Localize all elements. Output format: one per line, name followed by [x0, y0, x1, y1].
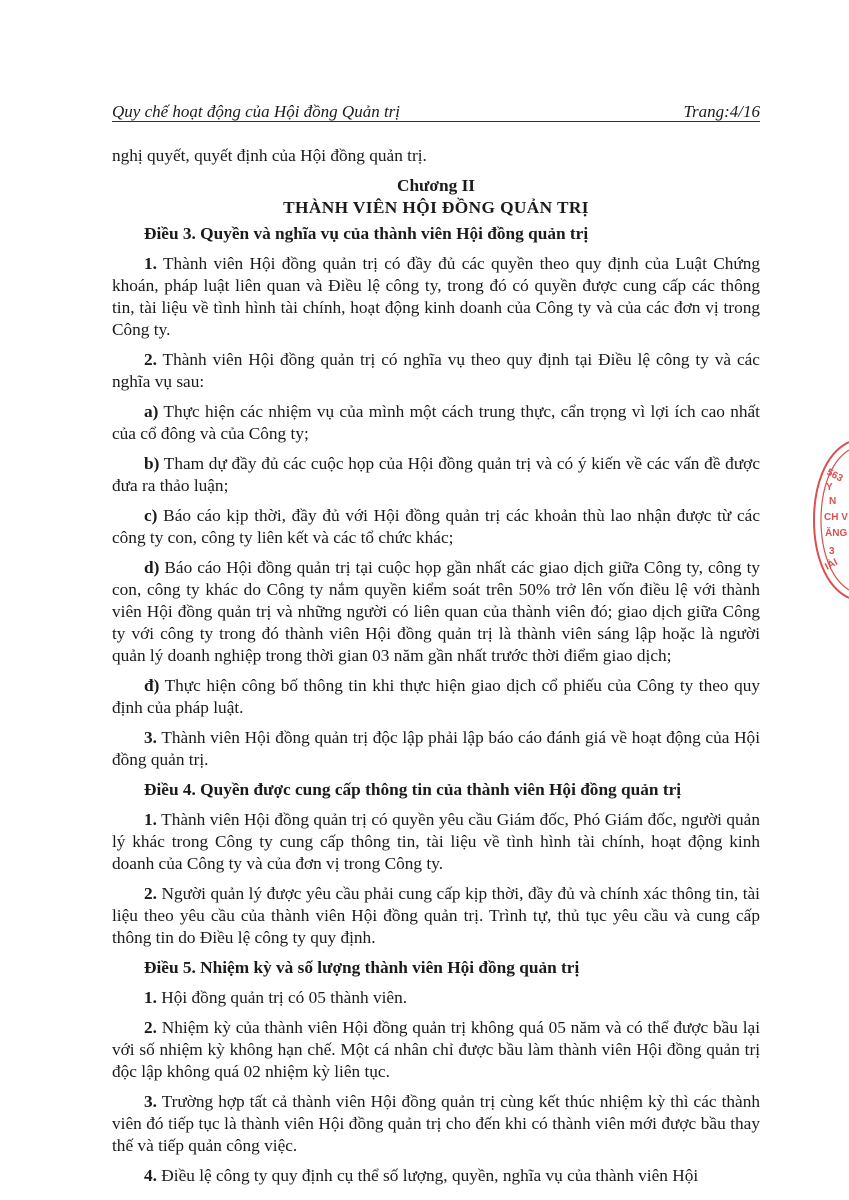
chapter-title: THÀNH VIÊN HỘI ĐỒNG QUẢN TRỊ [283, 198, 589, 217]
article-5-clause-3 [112, 1091, 760, 1157]
article-3-clause-3 [112, 727, 760, 771]
item-label: đ) [144, 676, 160, 695]
clause-number: 2. [144, 1018, 157, 1037]
seal-text-4: CH V [824, 512, 848, 523]
item-label: c) [144, 506, 158, 525]
clause-number: 3. [144, 1092, 157, 1111]
article-3-title: Điều 3. Quyền và nghĩa vụ của thành viên Hội đồng quản trị [144, 224, 589, 243]
clause-text: Thành viên Hội đồng quản trị có đầy đủ các quyền theo quy định của Luật Chứng khoán, pháp luật liên quan và Điều lệ công ty, trong đó có quyền được cung cấp các thông tin, tài liệu về tình hình tài chính, hoạt động kinh doanh của Công ty và của các đơn vị trong Công ty. [112, 254, 761, 339]
clause-number: 2. [144, 350, 157, 369]
header-rule [112, 121, 760, 122]
clause-text: Điều lệ công ty quy định cụ thể số lượng, quyền, nghĩa vụ của thành viên Hội [161, 1166, 699, 1185]
clause-number: 1. [144, 988, 157, 1007]
article-5-clause-4 [112, 1165, 760, 1187]
article-4-clause-2 [112, 883, 760, 949]
chapter-number: Chương II [396, 176, 476, 195]
clause-number: 3. [144, 728, 157, 747]
item-text: Thực hiện công bố thông tin khi thực hiện giao dịch cổ phiếu của Công ty theo quy định của pháp luật. [112, 676, 760, 717]
article-3-clause-1 [112, 253, 760, 341]
item-label: d) [144, 558, 160, 577]
item-text: Báo cáo kịp thời, đầy đủ với Hội đồng quản trị các khoản thù lao nhận được từ các công ty con, công ty liên kết và các tổ chức khác; [112, 506, 761, 547]
clause-number: 4. [144, 1166, 157, 1185]
seal-text-5: ĂNG [825, 528, 848, 539]
article-5-clause-1 [112, 987, 760, 1009]
clause-text: Thành viên Hội đồng quản trị độc lập phải lập báo cáo đánh giá về hoạt động của Hội đồng quản trị. [112, 728, 760, 769]
clause-text: Người quản lý được yêu cầu phải cung cấp kịp thời, đầy đủ và chính xác thông tin, tài liệu theo yêu cầu của thành viên Hội đồng quản trị. Trình tự, thủ tục yêu cầu và cung cấp thông tin do Điều lệ công ty quy định. [112, 884, 760, 947]
seal-text-3: N [829, 496, 837, 507]
clause-number: 1. [144, 254, 157, 273]
article-3-item-b [112, 453, 760, 497]
item-text: Tham dự đầy đủ các cuộc họp của Hội đồng quản trị và có ý kiến về các vấn đề được đưa ra thảo luận; [112, 454, 760, 495]
article-3-clause-2 [112, 349, 760, 393]
clause-text: Nhiệm kỳ của thành viên Hội đồng quản trị không quá 05 năm và có thể được bầu lại với số nhiệm kỳ không hạn chế. Một cá nhân chỉ được bầu làm thành viên Hội đồng quản trị độc lập không quá 02 nhiệm kỳ liên tục. [112, 1018, 761, 1081]
clause-number: 2. [144, 884, 157, 903]
article-3-item-d [112, 557, 760, 667]
article-5-title: Điều 5. Nhiệm kỳ và số lượng thành viên Hội đồng quản trị [144, 958, 580, 977]
intro-paragraph: nghị quyết, quyết định của Hội đồng quản trị. [112, 146, 427, 165]
clause-text: Hội đồng quản trị có 05 thành viên. [161, 988, 408, 1007]
seal-text-6: 3 [829, 546, 835, 557]
document-body [112, 145, 760, 1195]
clause-number: 1. [144, 810, 157, 829]
article-3-item-a [112, 401, 760, 445]
header-page-number: Trang:4/16 [683, 102, 760, 121]
clause-text: Thành viên Hội đồng quản trị có quyền yêu cầu Giám đốc, Phó Giám đốc, người quản lý khác trong Công ty cung cấp thông tin, tài liệu về tình hình tài chính, hoạt động kinh doanh của Công ty và của đơn vị trong Công ty. [112, 810, 760, 873]
item-text: Thực hiện các nhiệm vụ của mình một cách trung thực, cẩn trọng vì lợi ích cao nhất của cổ đông và của Công ty; [112, 402, 760, 443]
item-text: Báo cáo Hội đồng quản trị tại cuộc họp gần nhất các giao dịch giữa Công ty, công ty con, công ty khác do Công ty nắm quyền kiểm soát trên 50% trở lên vốn điều lệ với thành viên Hội đồng quản trị và những người có liên quan của thành viên đó; giao dịch giữa Công ty với công ty trong đó thành viên Hội đồng quản trị là thành viên sáng lập hoặc là người quản lý doanh nghiệp trong thời gian 03 năm gần nhất trước thời điểm giao dịch; [112, 558, 761, 665]
seal-text-7: IÀI [823, 556, 840, 573]
clause-text: Thành viên Hội đồng quản trị có nghĩa vụ theo quy định tại Điều lệ công ty và các nghĩa vụ sau: [112, 350, 760, 391]
article-4-clause-1 [112, 809, 760, 875]
article-5-clause-2 [112, 1017, 760, 1083]
article-3-item-c [112, 505, 760, 549]
header-document-title: Quy chế hoạt động của Hội đồng Quản trị [112, 102, 401, 121]
seal-text-1: 563 [824, 466, 845, 485]
item-label: b) [144, 454, 160, 473]
item-label: a) [144, 402, 159, 421]
article-3-item-dd [112, 675, 760, 719]
article-4-title: Điều 4. Quyền được cung cấp thông tin của thành viên Hội đồng quản trị [144, 780, 682, 799]
company-seal-partial [812, 440, 849, 600]
seal-text-2: Y [826, 482, 833, 493]
clause-text: Trường hợp tất cả thành viên Hội đồng quản trị cùng kết thúc nhiệm kỳ thì các thành viên đó tiếp tục là thành viên Hội đồng quản trị cho đến khi có thành viên mới được bầu thay thế và tiếp quản công việc. [112, 1092, 760, 1155]
page-header [112, 100, 760, 124]
